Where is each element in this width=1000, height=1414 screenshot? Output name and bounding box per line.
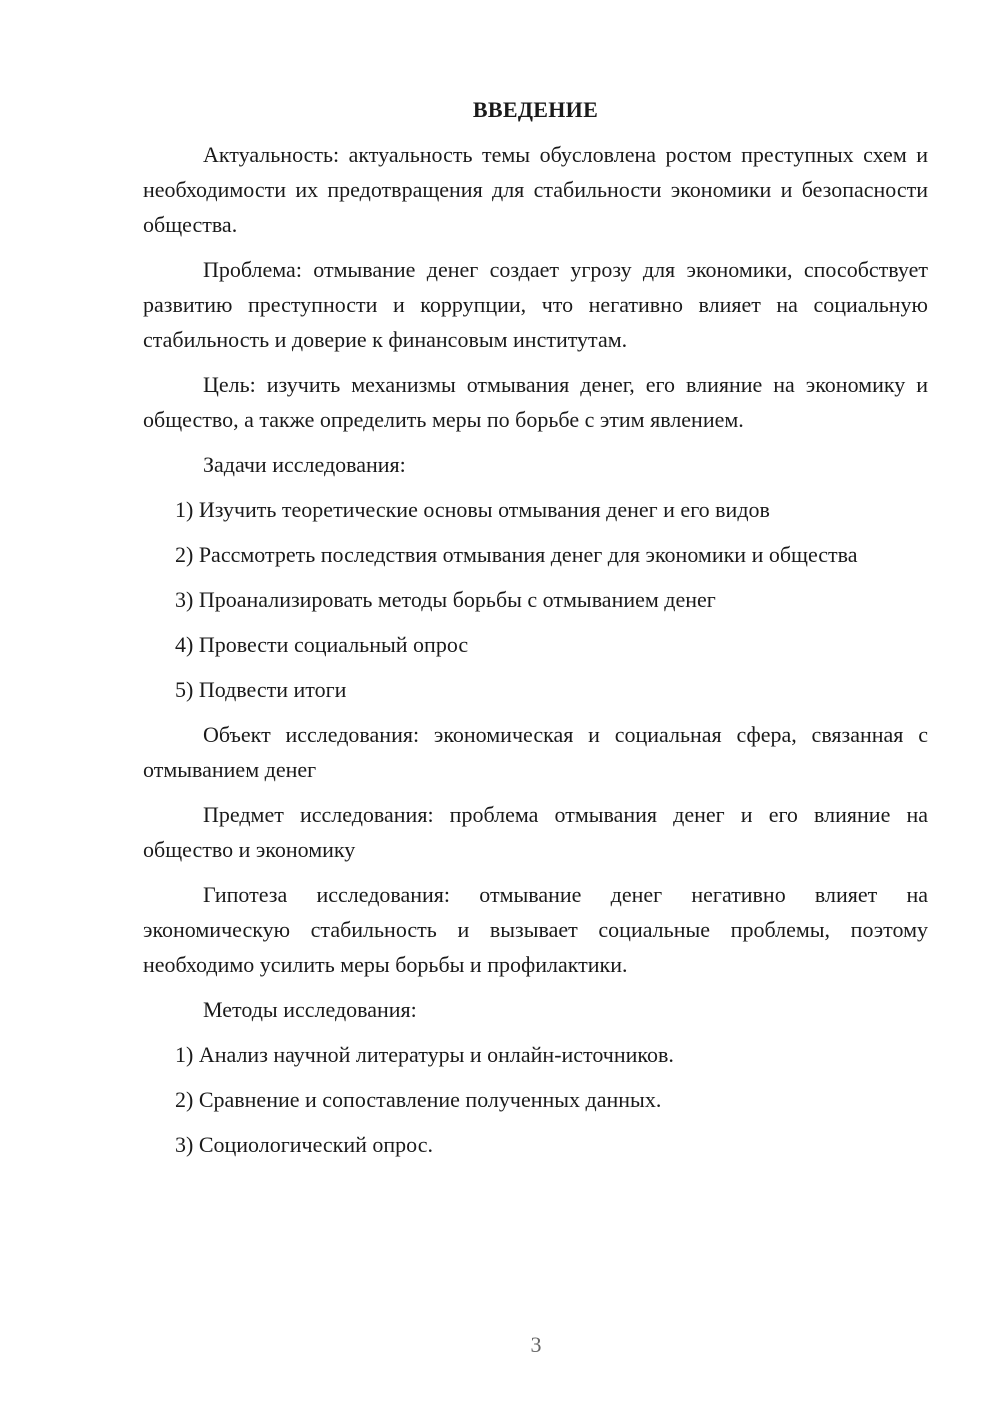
method-item: 1) Анализ научной литературы и онлайн-источников.	[175, 1042, 674, 1067]
page-title: ВВЕДЕНИЕ	[472, 97, 599, 122]
page-number: 3	[530, 1332, 542, 1357]
document-body	[143, 92, 928, 1172]
object-paragraph: Объект исследования: экономическая и социальная сфера, связанная с отмыванием денег	[143, 722, 928, 782]
method-item: 3) Социологический опрос.	[175, 1132, 433, 1157]
hypothesis-paragraph: Гипотеза исследования: отмывание денег негативно влияет на экономическую стабильность и вызывает социальные проблемы, поэтому необходимо усилить меры борьбы и профилактики.	[143, 882, 928, 977]
subject-paragraph: Предмет исследования: проблема отмывания денег и его влияние на общество и экономику	[143, 802, 928, 862]
task-item: 4) Провести социальный опрос	[175, 632, 469, 657]
task-item: 3) Проанализировать методы борьбы с отмыванием денег	[175, 587, 716, 612]
relevance-paragraph: Актуальность: актуальность темы обусловлена ростом преступных схем и необходимости их предотвращения для стабильности экономики и безопасности общества.	[143, 142, 928, 237]
task-item: 1) Изучить теоретические основы отмывания денег и его видов	[175, 497, 770, 522]
task-item: 2) Рассмотреть последствия отмывания денег для экономики и общества	[175, 542, 858, 567]
methods-heading: Методы исследования:	[203, 997, 417, 1022]
tasks-heading: Задачи исследования:	[203, 452, 406, 477]
goal-paragraph: Цель: изучить механизмы отмывания денег, его влияние на экономику и общество, а также определить меры по борьбе с этим явлением.	[143, 372, 928, 432]
problem-paragraph: Проблема: отмывание денег создает угрозу для экономики, способствует развитию преступности и коррупции, что негативно влияет на социальную стабильность и доверие к финансовым институтам.	[143, 257, 928, 352]
method-item: 2) Сравнение и сопоставление полученных данных.	[175, 1087, 662, 1112]
task-item: 5) Подвести итоги	[175, 677, 347, 702]
